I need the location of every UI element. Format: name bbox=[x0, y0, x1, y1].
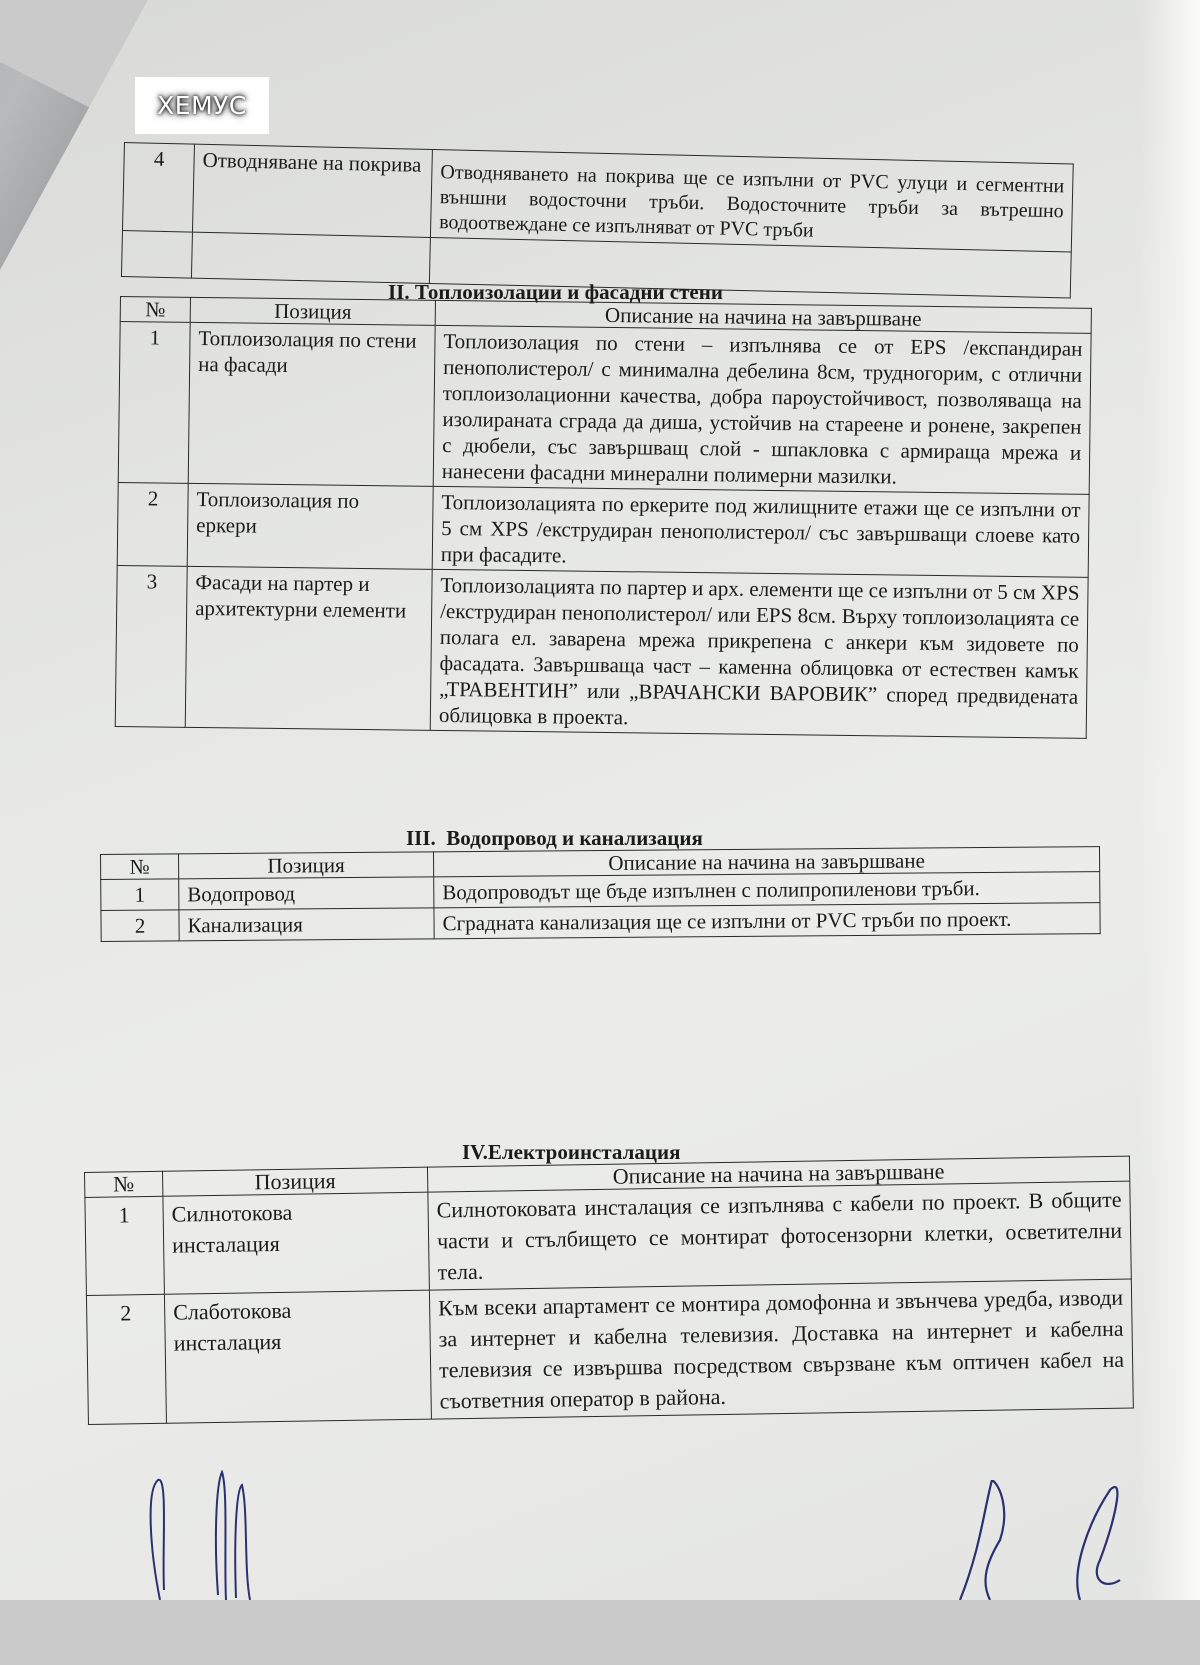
cell-position: Силнотокова инсталация bbox=[163, 1192, 430, 1294]
section-title-plumbing: III. Водопровод и канализация bbox=[406, 826, 703, 850]
cell-description: Топлоизолацията по партер и арх. елементи ще се изпълни от 5 см XPS /екструдиран пенополистерол/ или EPS 8см. Върху топлоизолацията се полага ел. заварена мрежа прикрепена с анкери към зидовете по фасадата. Завършваща част – каменна облицовка от естествен камък „ТРАВЕНТИН” или „ВРАЧАНСКИ ВАРОВИК” според предвидената облицовка в проекта. bbox=[430, 569, 1088, 738]
table-row bbox=[118, 322, 1091, 495]
header-position: Позиция bbox=[190, 297, 435, 325]
signature-left bbox=[140, 1470, 280, 1600]
cell-no: 3 bbox=[115, 565, 187, 727]
cell-no: 2 bbox=[101, 910, 179, 942]
cell-position: Водопровод bbox=[179, 877, 434, 910]
company-logo: ХЕМУС bbox=[135, 77, 269, 134]
table-electrical bbox=[84, 1156, 1134, 1425]
cell-description: Топлоизолацията по еркерите под жилищните етажи ще се изпълни от 5 см XPS /екструдиран пенополистерол/ със завършващи слоеве като при фасадите. bbox=[432, 486, 1089, 577]
header-position: Позиция bbox=[179, 852, 434, 879]
cell-description: Силнотоковата инсталация се изпълнява с кабели по проект. В общите части и стълбището се монтират фотосензорни клетки, осветителни тела. bbox=[428, 1181, 1131, 1290]
cell-description: Водопроводът ще бъде изпълнен с полипропиленови тръби. bbox=[434, 872, 1100, 908]
table-row bbox=[86, 1279, 1133, 1424]
cell-no: 1 bbox=[118, 322, 190, 484]
header-no: № bbox=[85, 1171, 163, 1197]
table-row bbox=[101, 903, 1100, 942]
table-row bbox=[115, 565, 1088, 738]
cell-no: 2 bbox=[86, 1294, 166, 1424]
cell-no: 2 bbox=[117, 482, 188, 566]
cell-no: 1 bbox=[85, 1196, 165, 1295]
cell-description: Сградната канализация ще се изпълни от PVC тръби по проект. bbox=[434, 903, 1100, 939]
section-title-insulation: II. Топлоизолации и фасадни стени bbox=[388, 280, 723, 304]
cell-position: Канализация bbox=[179, 908, 434, 941]
cell-description: Към всеки апартамент се монтира домофонна и звънчева уредба, изводи за интернет и кабелна телевизия. Доставка на интернет и кабелна телевизия се извършва посредством свързване към оптичен кабел на съответния оператор в района. bbox=[429, 1279, 1133, 1419]
signature-right bbox=[940, 1480, 1140, 1600]
table-row bbox=[85, 1181, 1131, 1295]
cell-no: 4 bbox=[122, 143, 194, 233]
header-description: Описание на начина на завършване bbox=[433, 847, 1099, 877]
cell-position: Топлоизолация по еркери bbox=[187, 483, 433, 569]
header-position: Позиция bbox=[162, 1167, 427, 1196]
cell-position: Отводняване на покрива bbox=[192, 144, 432, 237]
header-description: Описание на начина на завършване bbox=[427, 1156, 1129, 1192]
section-title-electrical: IV.Електроинсталация bbox=[462, 1140, 681, 1164]
cell-no: 1 bbox=[101, 879, 179, 911]
cell-position: Топлоизолация по стени на фасади bbox=[188, 322, 435, 486]
header-no: № bbox=[120, 297, 190, 323]
cell-position bbox=[191, 232, 430, 283]
table-insulation bbox=[115, 296, 1092, 739]
cell-description: Топлоизолация по стени – изпълнява се от EPS /експандиран пенополистерол/ с минимална дебелина 8см, трудногорим, с отлични топлоизолационни качества, добра пароустойчивост, позволяваща на изолираната сграда да диша, устойчив на стареене и ронене, закрепен с дюбели, със завършващ слой - шпакловка с армираща мрежа и нанесени фасадни минерални полимерни мазилки. bbox=[433, 325, 1091, 494]
cell-position: Слаботокова инсталация bbox=[164, 1290, 431, 1423]
table-plumbing bbox=[100, 846, 1101, 942]
header-description: Описание на начина на завършване bbox=[435, 300, 1091, 333]
header-no: № bbox=[101, 854, 179, 880]
table-roof-continued bbox=[121, 142, 1074, 299]
cell-description: Отводняването на покрива ще се изпълни от PVC улуци и сегментни външни водосточни тръби. Водосточните тръби за вътрешно водоотвеждане се изпълняват от PVC тръби bbox=[430, 149, 1073, 252]
table-row bbox=[117, 482, 1089, 577]
cell-position: Фасади на партер и архитектурни елементи bbox=[185, 566, 432, 730]
cell-no bbox=[121, 230, 192, 278]
